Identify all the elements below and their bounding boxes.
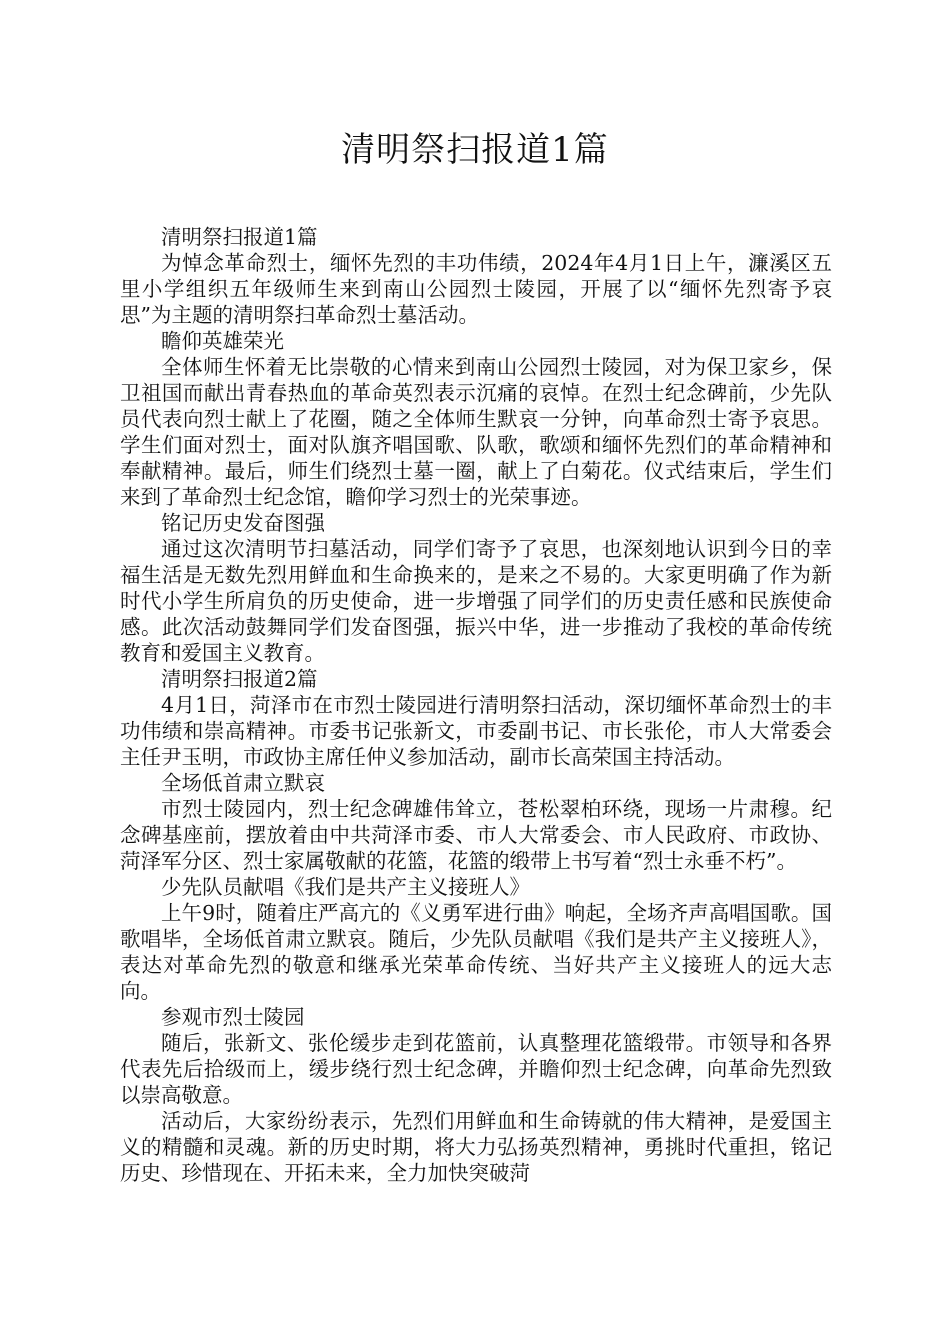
paragraph: 随后，张新文、张伦缓步走到花篮前，认真整理花篮缎带。市领导和各界代表先后拾级而上，缓步绕行烈士纪念碑，并瞻仰烈士纪念碑，向革命先烈致以崇高敬意。 [120,1031,832,1107]
paragraph: 通过这次清明节扫墓活动，同学们寄予了哀思，也深刻地认识到今日的幸福生活是无数先烈用鲜血和生命换来的，是来之不易的。大家更明确了作为新时代小学生所肩负的历史使命，进一步增强了同学们的历史责任感和民族使命感。此次活动鼓舞同学们发奋图强，振兴中华，进一步推动了我校的革命传统教育和爱国主义教育。 [120,537,832,665]
section-heading: 参观市烈士陵园 [161,1005,305,1029]
document-title: 清明祭扫报道1篇 [341,130,609,170]
section-heading: 清明祭扫报道2篇 [161,667,318,691]
paragraph: 4月1日，菏泽市在市烈士陵园进行清明祭扫活动，深切缅怀革命烈士的丰功伟绩和崇高精神。市委书记张新文，市委副书记、市长张伦，市人大常委会主任尹玉明，市政协主席任仲义参加活动，副市长高荣国主持活动。 [120,693,832,769]
paragraph: 为悼念革命烈士，缅怀先烈的丰功伟绩，2024年4月1日上午，濂溪区五里小学组织五年级师生来到南山公园烈士陵园，开展了以“缅怀先烈寄予哀思”为主题的清明祭扫革命烈士墓活动。 [120,251,832,327]
section-heading: 清明祭扫报道1篇 [161,225,318,249]
section-heading: 少先队员献唱《我们是共产主义接班人》 [161,875,530,899]
section-heading: 全场低首肃立默哀 [161,771,325,795]
section-heading: 铭记历史发奋图强 [161,511,325,535]
paragraph: 全体师生怀着无比崇敬的心情来到南山公园烈士陵园，对为保卫家乡，保卫祖国而献出青春热血的革命英烈表示沉痛的哀悼。在烈士纪念碑前，少先队员代表向烈士献上了花圈，随之全体师生默哀一分钟，向革命烈士寄予哀思。学生们面对烈士，面对队旗齐唱国歌、队歌，歌颂和缅怀先烈们的革命精神和奉献精神。最后，师生们绕烈士墓一圈，献上了白菊花。仪式结束后，学生们来到了革命烈士纪念馆，瞻仰学习烈士的光荣事迹。 [120,355,832,509]
paragraph: 活动后，大家纷纷表示，先烈们用鲜血和生命铸就的伟大精神，是爱国主义的精髓和灵魂。新的历史时期，将大力弘扬英烈精神，勇挑时代重担，铭记历史、珍惜现在、开拓未来，全力加快突破菏 [120,1109,832,1185]
section-heading: 瞻仰英雄荣光 [161,329,284,353]
document-body [120,224,832,1186]
paragraph: 市烈士陵园内，烈士纪念碑雄伟耸立，苍松翠柏环绕，现场一片肃穆。纪念碑基座前，摆放着由中共菏泽市委、市人大常委会、市人民政府、市政协、菏泽军分区、烈士家属敬献的花篮，花篮的缎带上书写着“烈士永垂不朽”。 [120,797,832,873]
paragraph: 上午9时，随着庄严高亢的《义勇军进行曲》响起，全场齐声高唱国歌。国歌唱毕，全场低首肃立默哀。随后，少先队员献唱《我们是共产主义接班人》，表达对革命先烈的敬意和继承光荣革命传统、当好共产主义接班人的远大志向。 [120,901,832,1003]
